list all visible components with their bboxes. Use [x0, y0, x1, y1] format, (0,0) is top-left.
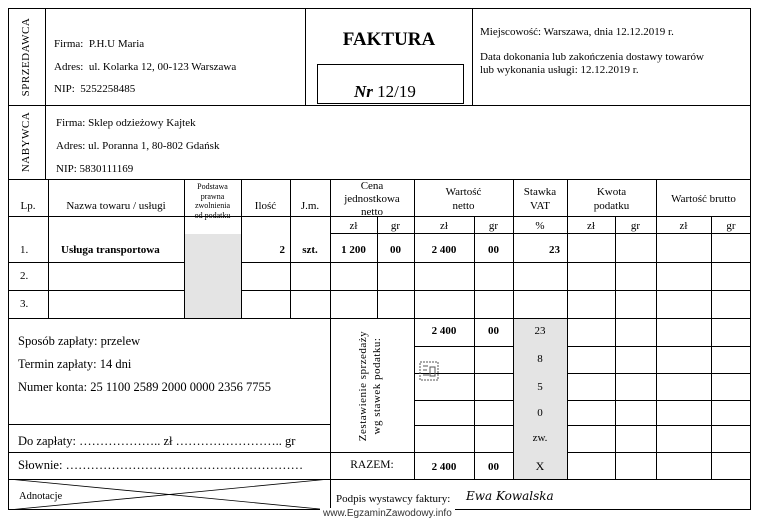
header-nazwa: Nazwa towaru / usługi: [66, 200, 166, 212]
header-cena-3: netto: [361, 205, 383, 218]
row1-nazwa: Usługa transportowa: [61, 244, 160, 256]
header-podstawa-2: prawna: [200, 191, 225, 201]
signature-value: Ewa Kowalska: [466, 489, 554, 503]
sub-stawka-pct: %: [535, 220, 545, 232]
sub-kwota-gr: gr: [630, 220, 641, 232]
summary-row1-stawka: 23: [534, 325, 546, 337]
razem-stawka: X: [535, 459, 545, 473]
header-wartosc-1: Wartość: [445, 186, 482, 198]
summary-row3-stawka: 5: [537, 381, 543, 393]
razem-gr: 00: [488, 461, 499, 473]
header-stawka-1: Stawka: [523, 186, 557, 198]
sub-wartosc-zl: zł: [440, 220, 448, 232]
seller-firma-value: P.H.U Maria: [88, 38, 145, 50]
header-cena-1: Cena: [360, 180, 384, 192]
seller-adres-value: ul. Kolarka 12, 00-123 Warszawa: [88, 61, 237, 73]
summary-row4-stawka: 0: [537, 407, 543, 419]
scan-artifact-icon: [419, 361, 439, 381]
sub-brutto-zl: zł: [679, 220, 688, 232]
seller-nip-value: 5252258485: [80, 83, 136, 95]
sub-cena-gr: gr: [390, 220, 401, 232]
row1-cena-zl: 1 200: [341, 244, 366, 256]
amount-due: Do zapłaty: ……………….. zł …………………….. gr: [18, 434, 296, 448]
summary-row1-gr: 00: [488, 325, 499, 337]
row3-lp: 3.: [20, 298, 29, 310]
place-date-line: Miejscowość: Warszawa, dnia 12.12.2019 r.: [480, 26, 674, 38]
seller-section-label: SPRZEDAWCA: [20, 17, 32, 97]
watermark: www.EgzaminZawodowy.info: [320, 508, 455, 520]
sub-kwota-zl: zł: [587, 220, 595, 232]
header-kwota-2: podatku: [593, 199, 630, 212]
razem-zl: 2 400: [431, 461, 457, 473]
summary-row1-zl: 2 400: [431, 325, 457, 337]
payment-term: Termin zapłaty: 14 dni: [18, 357, 132, 371]
row1-cena-gr: 00: [390, 244, 401, 256]
adnotacje-label: Adnotacje: [19, 491, 63, 502]
row1-ilosc: 2: [279, 244, 285, 256]
bank-account: Numer konta: 25 1100 2589 2000 0000 2356 7755: [18, 380, 271, 394]
signature-label: Podpis wystawcy faktury:: [336, 493, 451, 505]
sub-wartosc-gr: gr: [488, 220, 499, 232]
sub-cena-zl: zł: [349, 220, 358, 232]
invoice-nr-value: 12/19: [377, 82, 416, 101]
row1-stawka: 23: [549, 244, 560, 256]
sub-brutto-gr: gr: [726, 220, 736, 232]
seller-adres-label: Adres:: [54, 61, 84, 73]
summary-label-2: wg stawek podatku:: [370, 337, 383, 435]
buyer-adres: Adres: ul. Poranna 1, 80-802 Gdańsk: [56, 140, 220, 152]
header-cena-2: jednostkowa: [344, 192, 400, 205]
header-brutto: Wartość brutto: [671, 193, 736, 205]
seller-firma-label: Firma:: [54, 38, 84, 50]
seller-nip-label: NIP:: [54, 83, 75, 95]
header-podstawa-1: Podstawa: [197, 182, 228, 191]
summary-label-1: Zestawienie sprzedaży: [357, 330, 369, 442]
buyer-firma: Firma: Sklep odzieżowy Kajtek: [56, 117, 196, 129]
buyer-nip: NIP: 5830111169: [56, 163, 134, 175]
header-podstawa-4: od podatku: [194, 210, 231, 220]
delivery-date-line-2: lub wykonania usługi: 12.12.2019 r.: [480, 64, 639, 76]
row1-wartosc-zl: 2 400: [431, 244, 457, 256]
row1-lp: 1.: [20, 244, 29, 256]
row2-lp: 2.: [20, 270, 29, 282]
delivery-date-line: Data dokonania lub zakończenia dostawy towarów: [480, 51, 704, 63]
buyer-section-label: NABYWCA: [20, 111, 32, 173]
header-ilosc: Ilość: [254, 200, 277, 212]
summary-row5-stawka: zw.: [532, 432, 548, 444]
header-wartosc-2: netto: [452, 199, 475, 212]
invoice-title: FAKTURA: [342, 29, 436, 50]
header-stawka-2: VAT: [530, 199, 550, 212]
header-podstawa-3: zwolnienia: [194, 201, 231, 211]
header-jm: J.m.: [300, 200, 320, 212]
invoice-nr-label: Nr: [354, 82, 373, 101]
header-lp: Lp.: [20, 200, 36, 212]
summary-row2-stawka: 8: [537, 353, 543, 365]
amount-in-words: Słownie: …………………………………………………: [18, 458, 304, 472]
header-kwota-1: Kwota: [596, 186, 627, 198]
row1-jm: szt.: [302, 244, 318, 256]
razem-label: RAZEM:: [350, 459, 394, 471]
row1-wartosc-gr: 00: [488, 244, 499, 256]
payment-method: Sposób zapłaty: przelew: [18, 334, 141, 348]
